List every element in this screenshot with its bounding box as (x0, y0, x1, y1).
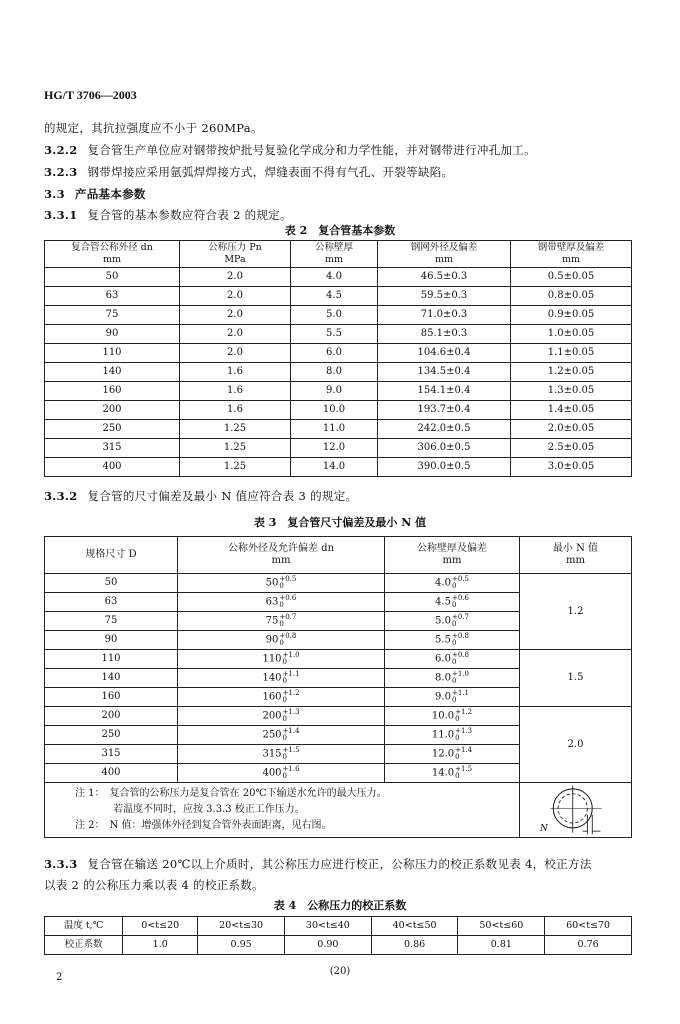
pipe-cross-section-icon (541, 784, 611, 836)
header-cell (511, 241, 632, 268)
table-cell: 11.0 (291, 420, 378, 439)
tolerance (452, 614, 469, 628)
lower-deviation: 0 (279, 639, 284, 647)
upper-deviation: +0.7 (451, 613, 469, 621)
table-cell: 温度 t,℃ (45, 917, 123, 936)
table-cell: 50<t≤60 (458, 917, 545, 936)
table-cell: 0.8±0.05 (511, 287, 632, 306)
nominal-value: 6.0 (435, 653, 451, 665)
table-cell: 0.95 (198, 936, 285, 955)
table-cell (178, 650, 385, 669)
header-cell (180, 241, 291, 268)
upper-deviation: +0.8 (451, 632, 469, 640)
tolerance (279, 595, 296, 609)
table-cell: 30<t≤40 (285, 917, 372, 936)
table-cell (385, 764, 520, 783)
table-cell: 1.0±0.05 (511, 325, 632, 344)
table-cell: 193.7±0.4 (378, 401, 511, 420)
table-cell: 160 (45, 382, 180, 401)
table-row (45, 401, 632, 420)
table-cell: 1.25 (180, 439, 291, 458)
upper-deviation: +1.4 (455, 746, 473, 754)
table-cell: 200 (45, 401, 180, 420)
lower-deviation: 0 (451, 639, 457, 647)
table-row (45, 707, 632, 726)
table-cell (385, 593, 520, 612)
upper-deviation: +0.8 (451, 651, 469, 659)
table-cell (178, 612, 385, 631)
upper-deviation: +1.2 (455, 708, 473, 716)
tolerance (452, 595, 469, 609)
min-n-value: 1.2 (520, 574, 632, 650)
table-cell: 5.0 (291, 306, 378, 325)
table-row (45, 363, 632, 382)
table-cell: 0.5±0.05 (511, 268, 632, 287)
clause-number: 3.3 (44, 187, 65, 201)
clause-number: 3.2.3 (44, 165, 78, 179)
upper-deviation: +1.0 (282, 651, 300, 659)
lower-deviation: 0 (279, 620, 284, 628)
tolerance (283, 709, 300, 723)
tolerance (455, 747, 472, 761)
lower-deviation: 0 (279, 582, 284, 590)
table-cell (385, 650, 520, 669)
table-cell: 4.0 (291, 268, 378, 287)
table-cell: 1.4±0.05 (511, 401, 632, 420)
page-number: 2 (56, 972, 63, 983)
nominal-value: 4.5 (435, 596, 451, 608)
table-cell: 1.1±0.05 (511, 344, 632, 363)
table-cell: 0.9±0.05 (511, 306, 632, 325)
upper-deviation: +1.3 (455, 727, 473, 735)
nominal-value: 4.0 (435, 577, 451, 589)
header-unit: mm (102, 254, 122, 265)
table-cell: 8.0 (291, 363, 378, 382)
table-cell: 6.0 (291, 344, 378, 363)
paragraph-3-2-2 (44, 142, 536, 158)
section-3-3-heading (44, 186, 146, 202)
nominal-value: 200 (262, 710, 282, 722)
upper-deviation: +1.2 (282, 689, 300, 697)
table-cell: 71.0±0.3 (378, 306, 511, 325)
nominal-value: 50 (265, 577, 279, 589)
header-label: 公称壁厚 (314, 242, 353, 253)
header-row (45, 537, 632, 574)
header-unit: mm (271, 555, 291, 566)
table-cell (178, 726, 385, 745)
table-cell: 400 (45, 458, 180, 477)
lower-deviation: 0 (451, 582, 457, 590)
table-cell: 140 (45, 363, 180, 382)
table-cell: 60<t≤70 (545, 917, 632, 936)
table-cell: 75 (45, 306, 180, 325)
table-row (45, 287, 632, 306)
lower-deviation: 0 (282, 734, 288, 742)
tolerance (452, 633, 469, 647)
lower-deviation: 0 (282, 772, 288, 780)
table2-caption: 表 2 复合管基本参数 (284, 224, 396, 237)
table-row (45, 574, 632, 593)
table-cell: 3.0±0.05 (511, 458, 632, 477)
table-cell: 20<t≤30 (198, 917, 285, 936)
lower-deviation: 0 (282, 715, 288, 723)
table-row (45, 420, 632, 439)
upper-deviation: +1.4 (282, 727, 300, 735)
header-cell (45, 241, 180, 268)
tolerance (283, 690, 300, 704)
table-cell (178, 631, 385, 650)
table-cell: 2.0 (180, 287, 291, 306)
upper-deviation: +0.7 (279, 613, 297, 621)
table-cell: 0.90 (285, 936, 372, 955)
table-cell: 90 (45, 631, 178, 650)
header-unit: mm (434, 254, 454, 265)
lower-deviation: 0 (282, 658, 288, 666)
nominal-value: 5.5 (435, 634, 451, 646)
table-cell (385, 631, 520, 650)
header-cell (178, 537, 385, 574)
table-cell: 250 (45, 420, 180, 439)
table-cell: 50 (45, 268, 180, 287)
table-3-dimension-tolerance (44, 536, 632, 838)
table-2-basic-parameters (44, 240, 632, 477)
table-cell (178, 688, 385, 707)
table-cell: 160 (45, 688, 178, 707)
nominal-value: 110 (262, 653, 282, 665)
nominal-value: 11.0 (431, 729, 455, 741)
table-cell: 1.6 (180, 363, 291, 382)
tolerance (283, 728, 300, 742)
table-cell: 134.5±0.4 (378, 363, 511, 382)
lower-deviation: 0 (451, 620, 457, 628)
lower-deviation: 0 (279, 601, 284, 609)
table-row (45, 382, 632, 401)
header-cell (291, 241, 378, 268)
table-row (45, 325, 632, 344)
table-cell: 154.1±0.4 (378, 382, 511, 401)
lower-deviation: 0 (282, 753, 288, 761)
note-line: 若温度不同时，应按 3.3.3 校正工作压力。 (113, 804, 305, 815)
table-cell (385, 707, 520, 726)
upper-deviation: +0.6 (451, 594, 469, 602)
header-row (45, 241, 632, 268)
table-cell: 2.0 (180, 344, 291, 363)
section-title: 产品基本参数 (74, 187, 146, 201)
header-label: 公称压力 Pn (208, 242, 262, 253)
table-cell: 1.25 (180, 420, 291, 439)
tolerance (279, 633, 296, 647)
table-cell: 1.3±0.05 (511, 382, 632, 401)
header-label: 规格尺寸 D (85, 549, 137, 560)
header-unit: mm (324, 254, 344, 265)
notes-row (45, 783, 632, 838)
lower-deviation: 0 (451, 658, 457, 666)
header-label: 最小 N 值 (552, 543, 599, 554)
tolerance (283, 671, 300, 685)
table-cell: 4.5 (291, 287, 378, 306)
table-cell (385, 745, 520, 764)
table-cell: 90 (45, 325, 180, 344)
lower-deviation: 0 (451, 601, 457, 609)
table4-caption: 表 4 公称压力的校正系数 (273, 899, 407, 912)
lower-deviation: 0 (282, 696, 288, 704)
upper-deviation: +1.0 (451, 670, 469, 678)
nominal-value: 315 (262, 748, 282, 760)
table-cell: 10.0 (291, 401, 378, 420)
table-notes (45, 783, 520, 838)
header-cell (520, 537, 632, 574)
table-cell: 校正系数 (45, 936, 123, 955)
header-label: 钢网外径及偏差 (410, 242, 478, 253)
n-value-figure (520, 783, 632, 838)
header-unit: mm (566, 555, 585, 566)
tolerance (279, 576, 296, 590)
tolerance (279, 614, 296, 628)
table-row (45, 439, 632, 458)
tolerance (455, 709, 472, 723)
lower-deviation: 0 (455, 772, 460, 780)
table-cell: 0<t≤20 (123, 917, 198, 936)
table3-caption: 表 3 复合管尺寸偏差及最小 N 值 (253, 516, 427, 529)
table-cell (178, 764, 385, 783)
table-cell: 14.0 (291, 458, 378, 477)
table-cell: 46.5±0.3 (378, 268, 511, 287)
paragraph-3-3-1 (44, 207, 292, 223)
upper-deviation: +0.8 (279, 632, 297, 640)
paragraph-text: 复合管生产单位应对钢带按炉批号复验化学成分和力学性能，并对钢带进行冲孔加工。 (87, 143, 536, 157)
note-line: 注 2： N 值：增强体外径到复合管外表面距离，见右图。 (75, 820, 332, 831)
figure-label-n: N (540, 824, 548, 834)
table-cell: 0.86 (371, 936, 458, 955)
tolerance (455, 728, 472, 742)
header-cell (378, 241, 511, 268)
nominal-value: 14.0 (431, 767, 455, 779)
table-cell: 1.6 (180, 401, 291, 420)
table-cell: 1.2±0.05 (511, 363, 632, 382)
table-cell (178, 574, 385, 593)
nominal-value: 160 (262, 691, 282, 703)
tolerance (283, 747, 300, 761)
upper-deviation: +1.5 (455, 765, 473, 773)
table-cell: 9.0 (291, 382, 378, 401)
table-cell: 63 (45, 593, 178, 612)
paragraph-3-3-3 (44, 856, 592, 872)
lower-deviation: 0 (451, 696, 457, 704)
table-row (45, 458, 632, 477)
paragraph-3-3-2 (44, 488, 357, 504)
table-cell: 400 (45, 764, 178, 783)
nominal-value: 9.0 (435, 691, 451, 703)
nominal-value: 140 (262, 672, 282, 684)
paragraph (44, 120, 263, 136)
table-row (45, 268, 632, 287)
note-line: 注 1： 复合管的公称压力是复合管在 20℃下输送水允许的最大压力。 (75, 788, 387, 799)
header-unit: mm (561, 254, 581, 265)
table-cell: 140 (45, 669, 178, 688)
tolerance (455, 766, 472, 780)
table-cell: 104.6±0.4 (378, 344, 511, 363)
tolerance (283, 652, 300, 666)
standard-number: HG/T 3706—2003 (44, 88, 137, 102)
table-row (45, 917, 632, 936)
table-cell: 2.0 (180, 325, 291, 344)
table-cell: 0.76 (545, 936, 632, 955)
upper-deviation: +1.1 (282, 670, 300, 678)
table-4-correction-factors (44, 916, 632, 955)
table-cell: 1.6 (180, 382, 291, 401)
lower-deviation: 0 (455, 715, 460, 723)
table-row (45, 936, 632, 955)
upper-deviation: +0.6 (279, 594, 297, 602)
upper-deviation: +0.5 (451, 575, 469, 583)
table-row (45, 306, 632, 325)
tolerance (283, 766, 300, 780)
table-cell: 110 (45, 344, 180, 363)
nominal-value: 90 (265, 634, 279, 646)
upper-deviation: +1.1 (451, 689, 469, 697)
lower-deviation: 0 (282, 677, 288, 685)
nominal-value: 10.0 (431, 710, 455, 722)
tolerance (452, 576, 469, 590)
table-cell: 2.0 (180, 268, 291, 287)
table-cell (178, 593, 385, 612)
table-cell (178, 669, 385, 688)
table-cell (178, 707, 385, 726)
tolerance (452, 671, 469, 685)
table-cell: 1.25 (180, 458, 291, 477)
lower-deviation: 0 (455, 753, 460, 761)
paragraph-text: 的规定，其抗拉强度应不小于 260MPa。 (44, 121, 263, 135)
header-cell (45, 537, 178, 574)
table-cell: 50 (45, 574, 178, 593)
table-cell: 200 (45, 707, 178, 726)
clause-number: 3.3.2 (44, 489, 78, 503)
table-cell: 250 (45, 726, 178, 745)
header-cell (385, 537, 520, 574)
table-cell (385, 612, 520, 631)
table-cell (385, 688, 520, 707)
table-cell: 75 (45, 612, 178, 631)
table-cell: 5.5 (291, 325, 378, 344)
min-n-value: 2.0 (520, 707, 632, 783)
paragraph-text: 钢带焊接应采用氩弧焊焊接方式，焊缝表面不得有气孔、开裂等缺陷。 (87, 165, 454, 179)
nominal-value: 400 (262, 767, 282, 779)
page-number-center: (20) (329, 966, 351, 977)
paragraph-text: 复合管的基本参数应符合表 2 的规定。 (87, 208, 292, 222)
table-cell (385, 726, 520, 745)
table-cell: 63 (45, 287, 180, 306)
clause-number: 3.3.3 (44, 857, 78, 871)
paragraph-3-3-3-cont: 以表 2 的公称压力乘以表 4 的校正系数。 (44, 878, 264, 892)
table-cell: 12.0 (291, 439, 378, 458)
tolerance (452, 690, 469, 704)
paragraph-text: 复合管的尺寸偏差及最小 N 值应符合表 3 的规定。 (87, 489, 358, 503)
header-label: 公称外径及允许偏差 dn (227, 543, 335, 554)
upper-deviation: +1.3 (282, 708, 300, 716)
table-cell: 0.81 (458, 936, 545, 955)
nominal-value: 5.0 (435, 615, 451, 627)
nominal-value: 250 (262, 729, 282, 741)
table-cell: 85.1±0.3 (378, 325, 511, 344)
paragraph-3-2-3 (44, 164, 453, 180)
table-cell: 59.5±0.3 (378, 287, 511, 306)
header-label: 钢带壁厚及偏差 (537, 242, 605, 253)
lower-deviation: 0 (455, 734, 460, 742)
table-cell: 390.0±0.5 (378, 458, 511, 477)
min-n-value: 1.5 (520, 650, 632, 707)
table-cell: 110 (45, 650, 178, 669)
paragraph-text: 复合管在输送 20℃以上介质时，其公称压力应进行校正，公称压力的校正系数见表 4，校正方法 (87, 857, 592, 871)
nominal-value: 63 (265, 596, 279, 608)
header-unit: MPa (224, 254, 246, 265)
table-cell (178, 745, 385, 764)
header-label: 公称壁厚及偏差 (417, 543, 487, 554)
table-cell (385, 574, 520, 593)
clause-number: 3.3.1 (44, 208, 78, 222)
header-label: 复合管公称外径 dn (71, 242, 153, 253)
table-cell (385, 669, 520, 688)
table-cell: 315 (45, 439, 180, 458)
table-row (45, 344, 632, 363)
table-cell: 315 (45, 745, 178, 764)
table-cell: 2.0±0.05 (511, 420, 632, 439)
table-cell: 40<t≤50 (371, 917, 458, 936)
table-cell: 306.0±0.5 (378, 439, 511, 458)
upper-deviation: +1.6 (282, 765, 300, 773)
clause-number: 3.2.2 (44, 143, 78, 157)
nominal-value: 8.0 (435, 672, 451, 684)
upper-deviation: +0.5 (279, 575, 297, 583)
nominal-value: 12.0 (431, 748, 455, 760)
tolerance (452, 652, 469, 666)
nominal-value: 75 (265, 615, 279, 627)
table-cell: 242.0±0.5 (378, 420, 511, 439)
upper-deviation: +1.5 (282, 746, 300, 754)
lower-deviation: 0 (451, 677, 457, 685)
header-unit: mm (442, 555, 462, 566)
table-row (45, 650, 632, 669)
table-cell: 2.5±0.05 (511, 439, 632, 458)
table-cell: 2.0 (180, 306, 291, 325)
table-cell: 1.0 (123, 936, 198, 955)
